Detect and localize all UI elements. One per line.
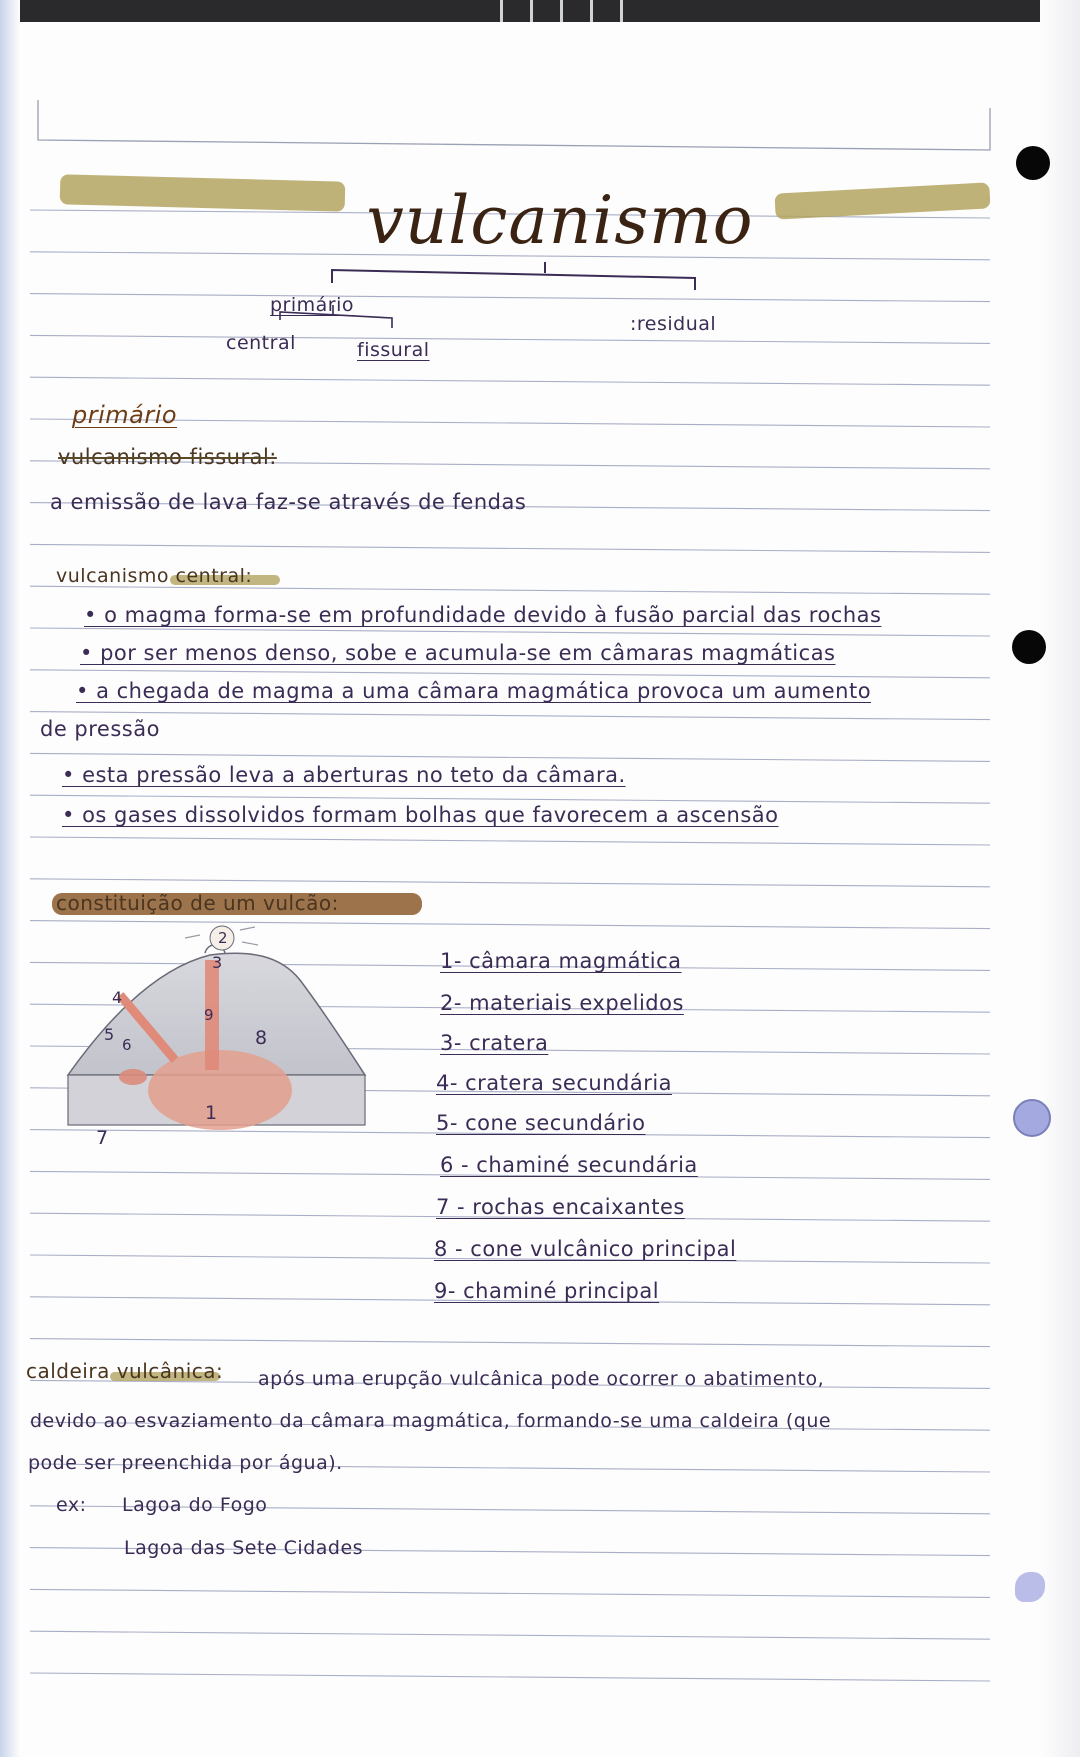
diagram-number-9: 9	[204, 1006, 215, 1024]
diagram-number-1: 1	[205, 1102, 218, 1124]
binder-hole-4	[1015, 1572, 1045, 1602]
diagram-number-3: 3	[212, 953, 223, 972]
heading-vulcanismo-fissural: vulcanismo fissural:	[58, 445, 277, 469]
classification-bracket	[0, 0, 1080, 400]
bullet-2: • por ser menos denso, sobe e acumula-se em câmaras magmáticas	[80, 641, 836, 665]
example-2: Lagoa das Sete Cidades	[124, 1537, 364, 1559]
label-primario: primário	[270, 294, 355, 316]
example-label: ex:	[56, 1494, 87, 1516]
diagram-number-6: 6	[122, 1036, 133, 1054]
label-central: central	[226, 332, 296, 354]
text-fissural: a emissão de lava faz-se através de fendas	[50, 490, 527, 514]
legend-item-7: 7 - rochas encaixantes	[436, 1195, 685, 1219]
legend-item-3: 3- cratera	[440, 1031, 549, 1055]
diagram-number-5: 5	[104, 1025, 115, 1044]
legend-item-8: 8 - cone vulcânico principal	[434, 1237, 737, 1261]
diagram-number-2: 2	[218, 929, 229, 947]
caldeira-line-2: devido ao esvaziamento da câmara magmática, formando-se uma caldeira (que	[30, 1410, 832, 1432]
caldeira-line-3: pode ser preenchida por água).	[28, 1452, 343, 1474]
bullet-3: • a chegada de magma a uma câmara magmática provoca um aumento	[76, 679, 872, 703]
diagram-number-8: 8	[255, 1027, 268, 1049]
heading-constituicao: constituição de um vulcão:	[56, 891, 339, 915]
binder-hole-2	[1012, 630, 1046, 664]
page-title: vulcanismo	[366, 182, 754, 259]
caldeira-line-1: após uma erupção vulcânica pode ocorrer o abatimento,	[258, 1368, 825, 1390]
bullet-5: • os gases dissolvidos formam bolhas que favorecem a ascensão	[62, 803, 779, 827]
legend-item-4: 4- cratera secundária	[436, 1071, 673, 1095]
label-fissural: fissural	[357, 339, 430, 361]
bullet-3-continuation: de pressão	[40, 717, 160, 741]
binder-hole-3	[1013, 1099, 1051, 1137]
legend-item-5: 5- cone secundário	[436, 1111, 646, 1135]
heading-vulcanismo-central: vulcanismo central:	[56, 565, 253, 587]
heading-caldeira: caldeira vulcânica:	[26, 1359, 224, 1383]
bullet-4: • esta pressão leva a aberturas no teto da câmara.	[62, 763, 626, 787]
example-1: Lagoa do Fogo	[122, 1494, 268, 1516]
legend-item-2: 2- materiais expelidos	[440, 991, 684, 1015]
diagram-number-7: 7	[96, 1127, 109, 1149]
label-residual: :residual	[630, 313, 717, 335]
legend-item-1: 1- câmara magmática	[440, 949, 682, 973]
diagram-number-4: 4	[112, 988, 123, 1007]
bullet-1: • o magma forma-se em profundidade devido à fusão parcial das rochas	[84, 603, 882, 627]
legend-item-9: 9- chaminé principal	[434, 1279, 660, 1303]
heading-primario: primário	[72, 401, 178, 429]
legend-item-6: 6 - chaminé secundária	[440, 1153, 698, 1177]
